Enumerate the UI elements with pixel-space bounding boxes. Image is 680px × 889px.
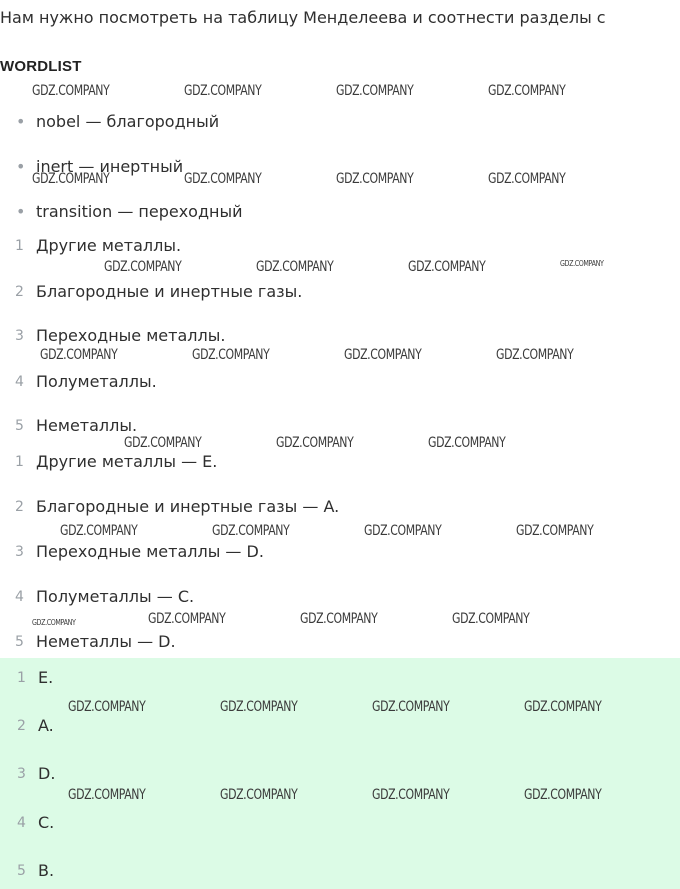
section-item: Другие металлы. bbox=[36, 236, 182, 255]
wordlist-item: transition — переходный bbox=[36, 202, 243, 221]
section-item: Полуметаллы. bbox=[36, 372, 157, 391]
answer-panel bbox=[0, 658, 680, 889]
watermark: GDZ.COMPANY bbox=[560, 259, 604, 268]
wordlist-heading: WORDLIST bbox=[0, 58, 82, 75]
watermark: GDZ.COMPANY bbox=[32, 171, 110, 187]
list-number: 3 bbox=[15, 328, 24, 344]
watermark: GDZ.COMPANY bbox=[148, 611, 226, 627]
watermark: GDZ.COMPANY bbox=[488, 83, 566, 99]
watermark: GDZ.COMPANY bbox=[212, 523, 290, 539]
watermark: GDZ.COMPANY bbox=[184, 171, 262, 187]
match-item: Неметаллы — D. bbox=[36, 632, 176, 651]
bullet-marker: • bbox=[16, 112, 26, 131]
match-item: Другие металлы — E. bbox=[36, 452, 218, 471]
watermark: GDZ.COMPANY bbox=[40, 347, 118, 363]
list-number: 2 bbox=[15, 284, 24, 300]
answer-value: C. bbox=[38, 813, 55, 832]
list-number: 4 bbox=[15, 374, 24, 390]
wordlist-item: nobel — благородный bbox=[36, 112, 220, 131]
section-item: Неметаллы. bbox=[36, 416, 138, 435]
watermark: GDZ.COMPANY bbox=[488, 171, 566, 187]
answer-value: D. bbox=[38, 764, 56, 783]
watermark: GDZ.COMPANY bbox=[364, 523, 442, 539]
watermark: GDZ.COMPANY bbox=[60, 523, 138, 539]
answer-value: E. bbox=[38, 668, 54, 687]
list-number: 5 bbox=[15, 634, 24, 650]
watermark: GDZ.COMPANY bbox=[32, 83, 110, 99]
list-number: 3 bbox=[15, 544, 24, 560]
watermark: GDZ.COMPANY bbox=[408, 259, 486, 275]
answer-number: 3 bbox=[17, 766, 26, 782]
watermark: GDZ.COMPANY bbox=[256, 259, 334, 275]
watermark: GDZ.COMPANY bbox=[336, 171, 414, 187]
list-number: 5 bbox=[15, 418, 24, 434]
watermark: GDZ.COMPANY bbox=[452, 611, 530, 627]
watermark: GDZ.COMPANY bbox=[372, 787, 450, 803]
match-item: Переходные металлы — D. bbox=[36, 542, 264, 561]
watermark: GDZ.COMPANY bbox=[68, 699, 146, 715]
watermark: GDZ.COMPANY bbox=[336, 83, 414, 99]
watermark: GDZ.COMPANY bbox=[192, 347, 270, 363]
watermark: GDZ.COMPANY bbox=[300, 611, 378, 627]
watermark: GDZ.COMPANY bbox=[524, 699, 602, 715]
watermark: GDZ.COMPANY bbox=[220, 787, 298, 803]
watermark: GDZ.COMPANY bbox=[124, 435, 202, 451]
section-item: Переходные металлы. bbox=[36, 326, 226, 345]
answer-number: 4 bbox=[17, 815, 26, 831]
watermark: GDZ.COMPANY bbox=[496, 347, 574, 363]
wordlist-item: inert — инертный bbox=[36, 157, 184, 176]
bullet-marker: • bbox=[16, 202, 26, 221]
intro-text: Нам нужно посмотреть на таблицу Менделеева и соотнести разделы с bbox=[0, 8, 606, 27]
watermark: GDZ.COMPANY bbox=[516, 523, 594, 539]
answer-value: A. bbox=[38, 716, 54, 735]
list-number: 2 bbox=[15, 499, 24, 515]
match-item: Благородные и инертные газы — A. bbox=[36, 497, 340, 516]
match-item: Полуметаллы — C. bbox=[36, 587, 195, 606]
answer-value: B. bbox=[38, 861, 55, 880]
watermark: GDZ.COMPANY bbox=[32, 618, 76, 627]
bullet-marker: • bbox=[16, 157, 26, 176]
watermark: GDZ.COMPANY bbox=[524, 787, 602, 803]
watermark: GDZ.COMPANY bbox=[68, 787, 146, 803]
watermark: GDZ.COMPANY bbox=[184, 83, 262, 99]
watermark: GDZ.COMPANY bbox=[276, 435, 354, 451]
watermark: GDZ.COMPANY bbox=[344, 347, 422, 363]
section-item: Благородные и инертные газы. bbox=[36, 282, 303, 301]
watermark: GDZ.COMPANY bbox=[428, 435, 506, 451]
list-number: 1 bbox=[15, 454, 24, 470]
list-number: 1 bbox=[15, 238, 24, 254]
answer-number: 2 bbox=[17, 718, 26, 734]
watermark: GDZ.COMPANY bbox=[104, 259, 182, 275]
watermark: GDZ.COMPANY bbox=[220, 699, 298, 715]
watermark: GDZ.COMPANY bbox=[372, 699, 450, 715]
answer-number: 5 bbox=[17, 863, 26, 879]
answer-number: 1 bbox=[17, 670, 26, 686]
list-number: 4 bbox=[15, 589, 24, 605]
